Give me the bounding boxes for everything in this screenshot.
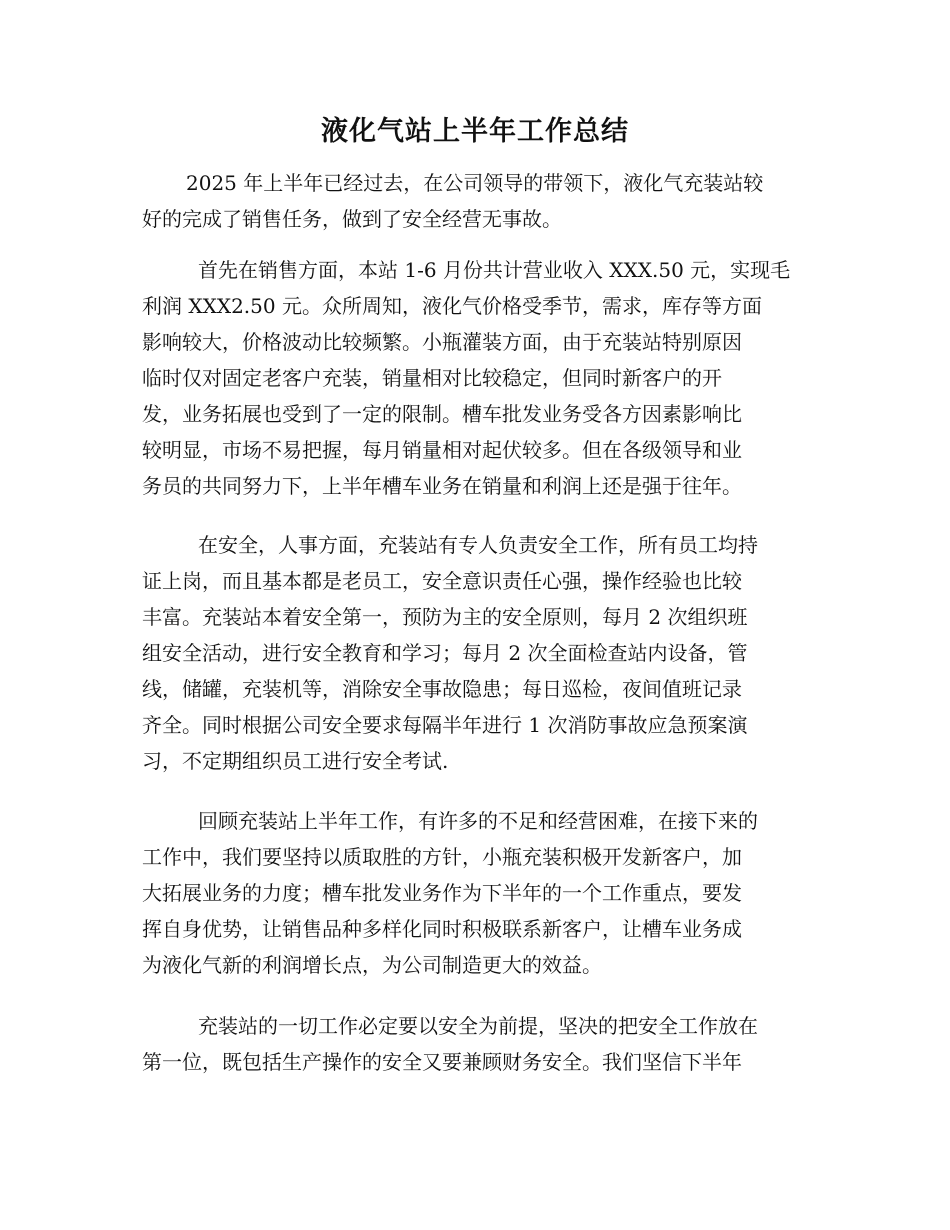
document-title: 液化气站上半年工作总结 [321, 116, 629, 147]
paragraph-4-line-2: 工作中，我们要坚持以质取胜的方针，小瓶充装积极开发新客户，加 [142, 845, 742, 869]
paragraph-2-line-4: 临时仅对固定老客户充装，销量相对比较稳定，但同时新客户的开 [142, 366, 722, 390]
paragraph-2-line-7: 务员的共同努力下，上半年槽车业务在销量和利润上还是强于往年。 [142, 474, 742, 498]
paragraph-4-line-5: 为液化气新的利润增长点，为公司制造更大的效益。 [142, 953, 602, 977]
paragraph-4-line-4: 挥自身优势，让销售品种多样化同时积极联系新客户，让槽车业务成 [142, 917, 742, 941]
paragraph-4-line-1: 回顾充装站上半年工作，有许多的不足和经营困难，在接下来的 [198, 809, 758, 833]
paragraph-1-line-1: 2025 年上半年已经过去，在公司领导的带领下，液化气充装站较 [186, 171, 764, 195]
paragraph-3-line-1: 在安全，人事方面，充装站有专人负责安全工作，所有员工均持 [198, 533, 758, 557]
paragraph-4-line-3: 大拓展业务的力度；槽车批发业务作为下半年的一个工作重点，要发 [142, 881, 742, 905]
paragraph-3-line-6: 齐全。同时根据公司安全要求每隔半年进行 1 次消防事故应急预案演 [142, 713, 748, 737]
paragraph-3-line-7: 习，不定期组织员工进行安全考试. [142, 749, 449, 773]
paragraph-3-line-2: 证上岗，而且基本都是老员工，安全意识责任心强，操作经验也比较 [142, 569, 742, 593]
paragraph-2-line-2: 利润 XXX2.50 元。众所周知，液化气价格受季节，需求，库存等方面 [142, 294, 762, 318]
paragraph-5-line-2: 第一位，既包括生产操作的安全又要兼顾财务安全。我们坚信下半年 [142, 1050, 742, 1074]
paragraph-2-line-5: 发，业务拓展也受到了一定的限制。槽车批发业务受各方因素影响比 [142, 402, 742, 426]
paragraph-3-line-4: 组安全活动，进行安全教育和学习；每月 2 次全面检查站内设备，管 [142, 641, 748, 665]
paragraph-2-line-1: 首先在销售方面，本站 1-6 月份共计营业收入 XXX.50 元，实现毛 [198, 258, 791, 282]
paragraph-5-line-1: 充装站的一切工作必定要以安全为前提，坚决的把安全工作放在 [198, 1014, 758, 1038]
paragraph-3-line-5: 线，储罐，充装机等，消除安全事故隐患；每日巡检，夜间值班记录 [142, 677, 742, 701]
paragraph-3-line-3: 丰富。充装站本着安全第一，预防为主的安全原则，每月 2 次组织班 [142, 605, 748, 629]
paragraph-1-line-2: 好的完成了销售任务，做到了安全经营无事故。 [142, 207, 562, 231]
paragraph-2-line-6: 较明显，市场不易把握，每月销量相对起伏较多。但在各级领导和业 [142, 438, 742, 462]
paragraph-2-line-3: 影响较大，价格波动比较频繁。小瓶灌装方面，由于充装站特别原因 [142, 330, 742, 354]
